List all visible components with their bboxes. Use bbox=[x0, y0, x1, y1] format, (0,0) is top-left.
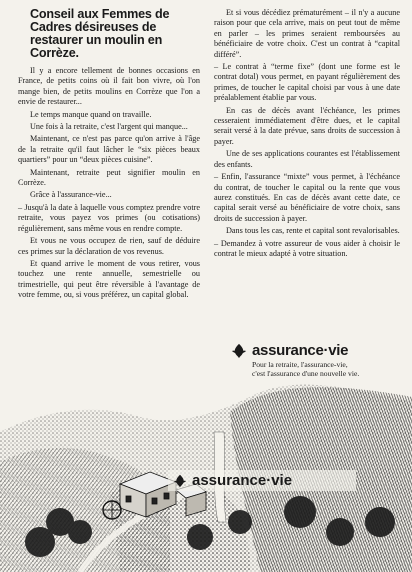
body-paragraph: Il y a encore tellement de bonnes occasions en France, de petits coins où il fait bon vivre, où l'on mange bien, de petits moulins en Corrèze que l'on a envie de restaurer... bbox=[18, 66, 200, 107]
body-paragraph: Et quand arrive le moment de vous retirer, vous touchez une rente annuelle, semestrielle ou trimestrielle, qui peut être réversible à l'avantage de votre femme, ou, si vous préférez, un capital global. bbox=[18, 258, 200, 300]
body-paragraph: Maintenant, ce n'est pas parce qu'on arrive à l'âge de la retraite qu'il faut lâcher le “six pièces beaux quartiers” pour un “deux pièces cuisine”. bbox=[18, 134, 200, 165]
tagline-line-1: Pour la retraite, l'assurance-vie, bbox=[252, 360, 348, 369]
left-column bbox=[18, 8, 200, 303]
body-paragraph: Maintenant, retraite peut signifier moulin en Corrèze. bbox=[18, 167, 200, 188]
body-paragraph: – Demandez à votre assureur de vous aider à choisir le contrat le mieux adapté à votre situation. bbox=[214, 238, 400, 258]
body-paragraph: – Enfin, l'assurance “mixte” vous permet, à l'échéance du contrat, de toucher le capital ou la rente que vous aurez constitués. En cas de décès avant cette date, ce capital serait versé au bénéficiaire de votre choix, sans droits de succession à payer. bbox=[214, 172, 400, 223]
body-paragraph: Une fois à la retraite, c'est l'argent qui manque... bbox=[30, 122, 188, 132]
body-paragraph: Le temps manque quand on travaille. bbox=[30, 109, 152, 119]
brand-name: assurance·vie bbox=[252, 342, 349, 359]
watermark-logo bbox=[168, 470, 356, 491]
body-paragraph: – Le contrat à “terme fixe” (dont une forme est le contrat dotal) vous permet, en payant régulièrement des primes, de toucher le capital choisi par vous à une date préalablement établie par vous. bbox=[214, 62, 400, 103]
body-paragraph: Et vous ne vous occupez de rien, sauf de déduire ces primes sur la déclaration de vos revenus. bbox=[18, 236, 200, 256]
headline: Conseil aux Femmes de Cadres désireuses de restaurer un moulin en Corrèze. bbox=[30, 7, 170, 60]
tagline-line-2: c'est l'assurance d'une nouvelle vie. bbox=[252, 369, 360, 378]
watermark-name: assurance·vie bbox=[192, 472, 293, 489]
body-paragraph: Une de ses applications courantes est l'établissement des enfants. bbox=[214, 149, 400, 169]
right-column bbox=[214, 8, 400, 261]
leaf-logo-icon bbox=[230, 343, 248, 359]
body-paragraph: Et si vous décédiez prématurément – il n'y a aucune raison pour que cela arrive, mais on peut tout de même en parler – les primes seraient remboursées au bénéficiaire de votre choix. C'est un contrat à “capital différé”. bbox=[214, 8, 400, 59]
left-body-text bbox=[18, 66, 200, 301]
leaf-watermark-icon bbox=[172, 474, 188, 488]
body-paragraph: En cas de décès avant l'échéance, les primes cesseraient immédiatement d'être dues, et le capital serait versé à la date prévue, sans droits de succession à payer. bbox=[214, 105, 400, 146]
right-body-text bbox=[214, 8, 400, 259]
body-paragraph: Grâce à l'assurance-vie... bbox=[30, 190, 112, 200]
body-paragraph: Dans tous les cas, rente et capital sont revalorisables. bbox=[226, 226, 400, 236]
body-paragraph: – Jusqu'à la date à laquelle vous comptez prendre votre retraite, vous payez vos primes (ou cotisations) régulièrement, sans même vous en rendre compte. bbox=[18, 202, 200, 233]
